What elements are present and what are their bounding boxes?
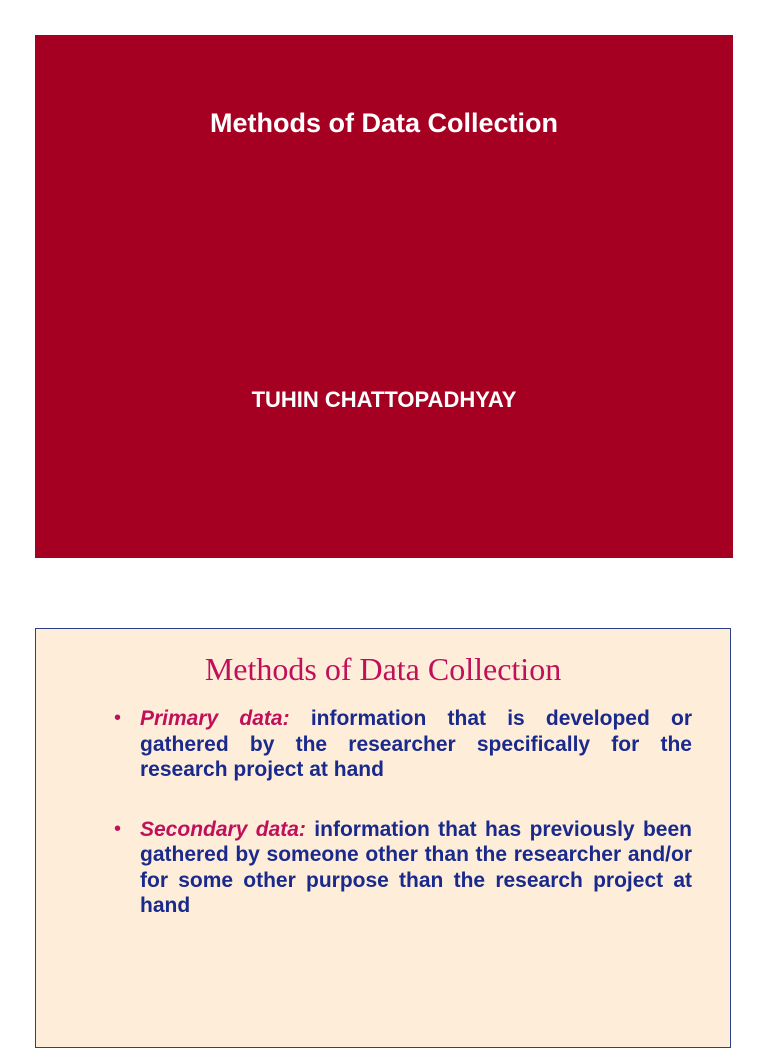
- title-slide: [35, 35, 733, 558]
- author-name: TUHIN CHATTOPADHYAY: [251, 387, 517, 412]
- bullet-text: information that is developed or gathered by the researcher specifically for the research project at hand: [140, 707, 692, 781]
- bullet-term: Primary data:: [140, 707, 290, 730]
- content-slide-heading: Methods of Data Collection: [204, 651, 562, 687]
- title-slide-heading: Methods of Data Collection: [209, 108, 558, 138]
- bullet-icon: •: [114, 707, 122, 729]
- bullet-term: Secondary data:: [140, 817, 306, 841]
- bullet-list: [114, 706, 692, 953]
- bullet-icon: •: [114, 817, 122, 840]
- bullet-item-secondary-data: [114, 817, 692, 919]
- bullet-item-primary-data: [114, 706, 692, 783]
- bullet-text: information that has previously been gathered by someone other than the researcher and/or for some other purpose than the research project at hand: [140, 817, 692, 917]
- content-slide: [35, 628, 731, 1048]
